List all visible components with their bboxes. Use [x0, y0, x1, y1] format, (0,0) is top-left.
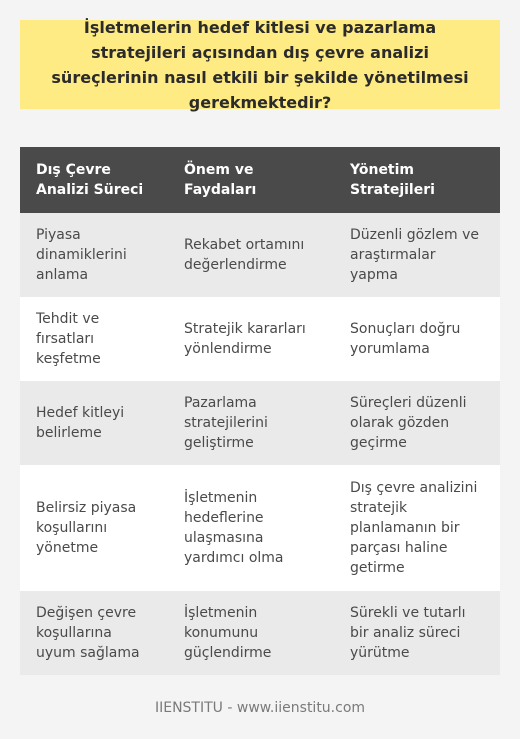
table-cell: Sonuçları doğru yorumlama: [334, 297, 500, 381]
table-cell: Sürekli ve tutarlı bir analiz süreci yürütme: [334, 591, 500, 675]
table-header-row: [20, 147, 500, 213]
table-cell: İşletmenin hedeflerine ulaşmasına yardımcı olma: [168, 465, 334, 591]
table-cell: Belirsiz piyasa koşullarını yönetme: [20, 465, 168, 591]
table-row: [20, 213, 500, 297]
title-banner: [20, 17, 500, 112]
column-header-benefits: Önem ve Faydaları: [168, 147, 334, 213]
table-cell: Tehdit ve fırsatları keşfetme: [20, 297, 168, 381]
table-cell: Pazarlama stratejilerini geliştirme: [168, 381, 334, 465]
table-cell: Süreçleri düzenli olarak gözden geçirme: [334, 381, 500, 465]
page-title: İşletmelerin hedef kitlesi ve pazarlama stratejileri açısından dış çevre analizi süreçlerinin nasıl etkili bir şekilde yönetilmesi gerekmektedir?: [51, 17, 469, 112]
comparison-table: [20, 147, 500, 675]
table-cell: Düzenli gözlem ve araştırmalar yapma: [334, 213, 500, 297]
column-header-process: Dış Çevre Analizi Süreci: [20, 147, 168, 213]
table-row: [20, 591, 500, 675]
footer-credit: IIENSTITU - www.iienstitu.com: [154, 700, 366, 716]
table-cell: Stratejik kararları yönlendirme: [168, 297, 334, 381]
table-row: [20, 297, 500, 381]
table-cell: Değişen çevre koşullarına uyum sağlama: [20, 591, 168, 675]
column-header-strategies: Yönetim Stratejileri: [334, 147, 500, 213]
table-cell: İşletmenin konumunu güçlendirme: [168, 591, 334, 675]
table-cell: Hedef kitleyi belirleme: [20, 381, 168, 465]
table-cell: Dış çevre analizini stratejik planlamanın bir parçası haline getirme: [334, 465, 500, 591]
table-cell: Piyasa dinamiklerini anlama: [20, 213, 168, 297]
table-row: [20, 381, 500, 465]
table-cell: Rekabet ortamını değerlendirme: [168, 213, 334, 297]
table-row: [20, 465, 500, 591]
